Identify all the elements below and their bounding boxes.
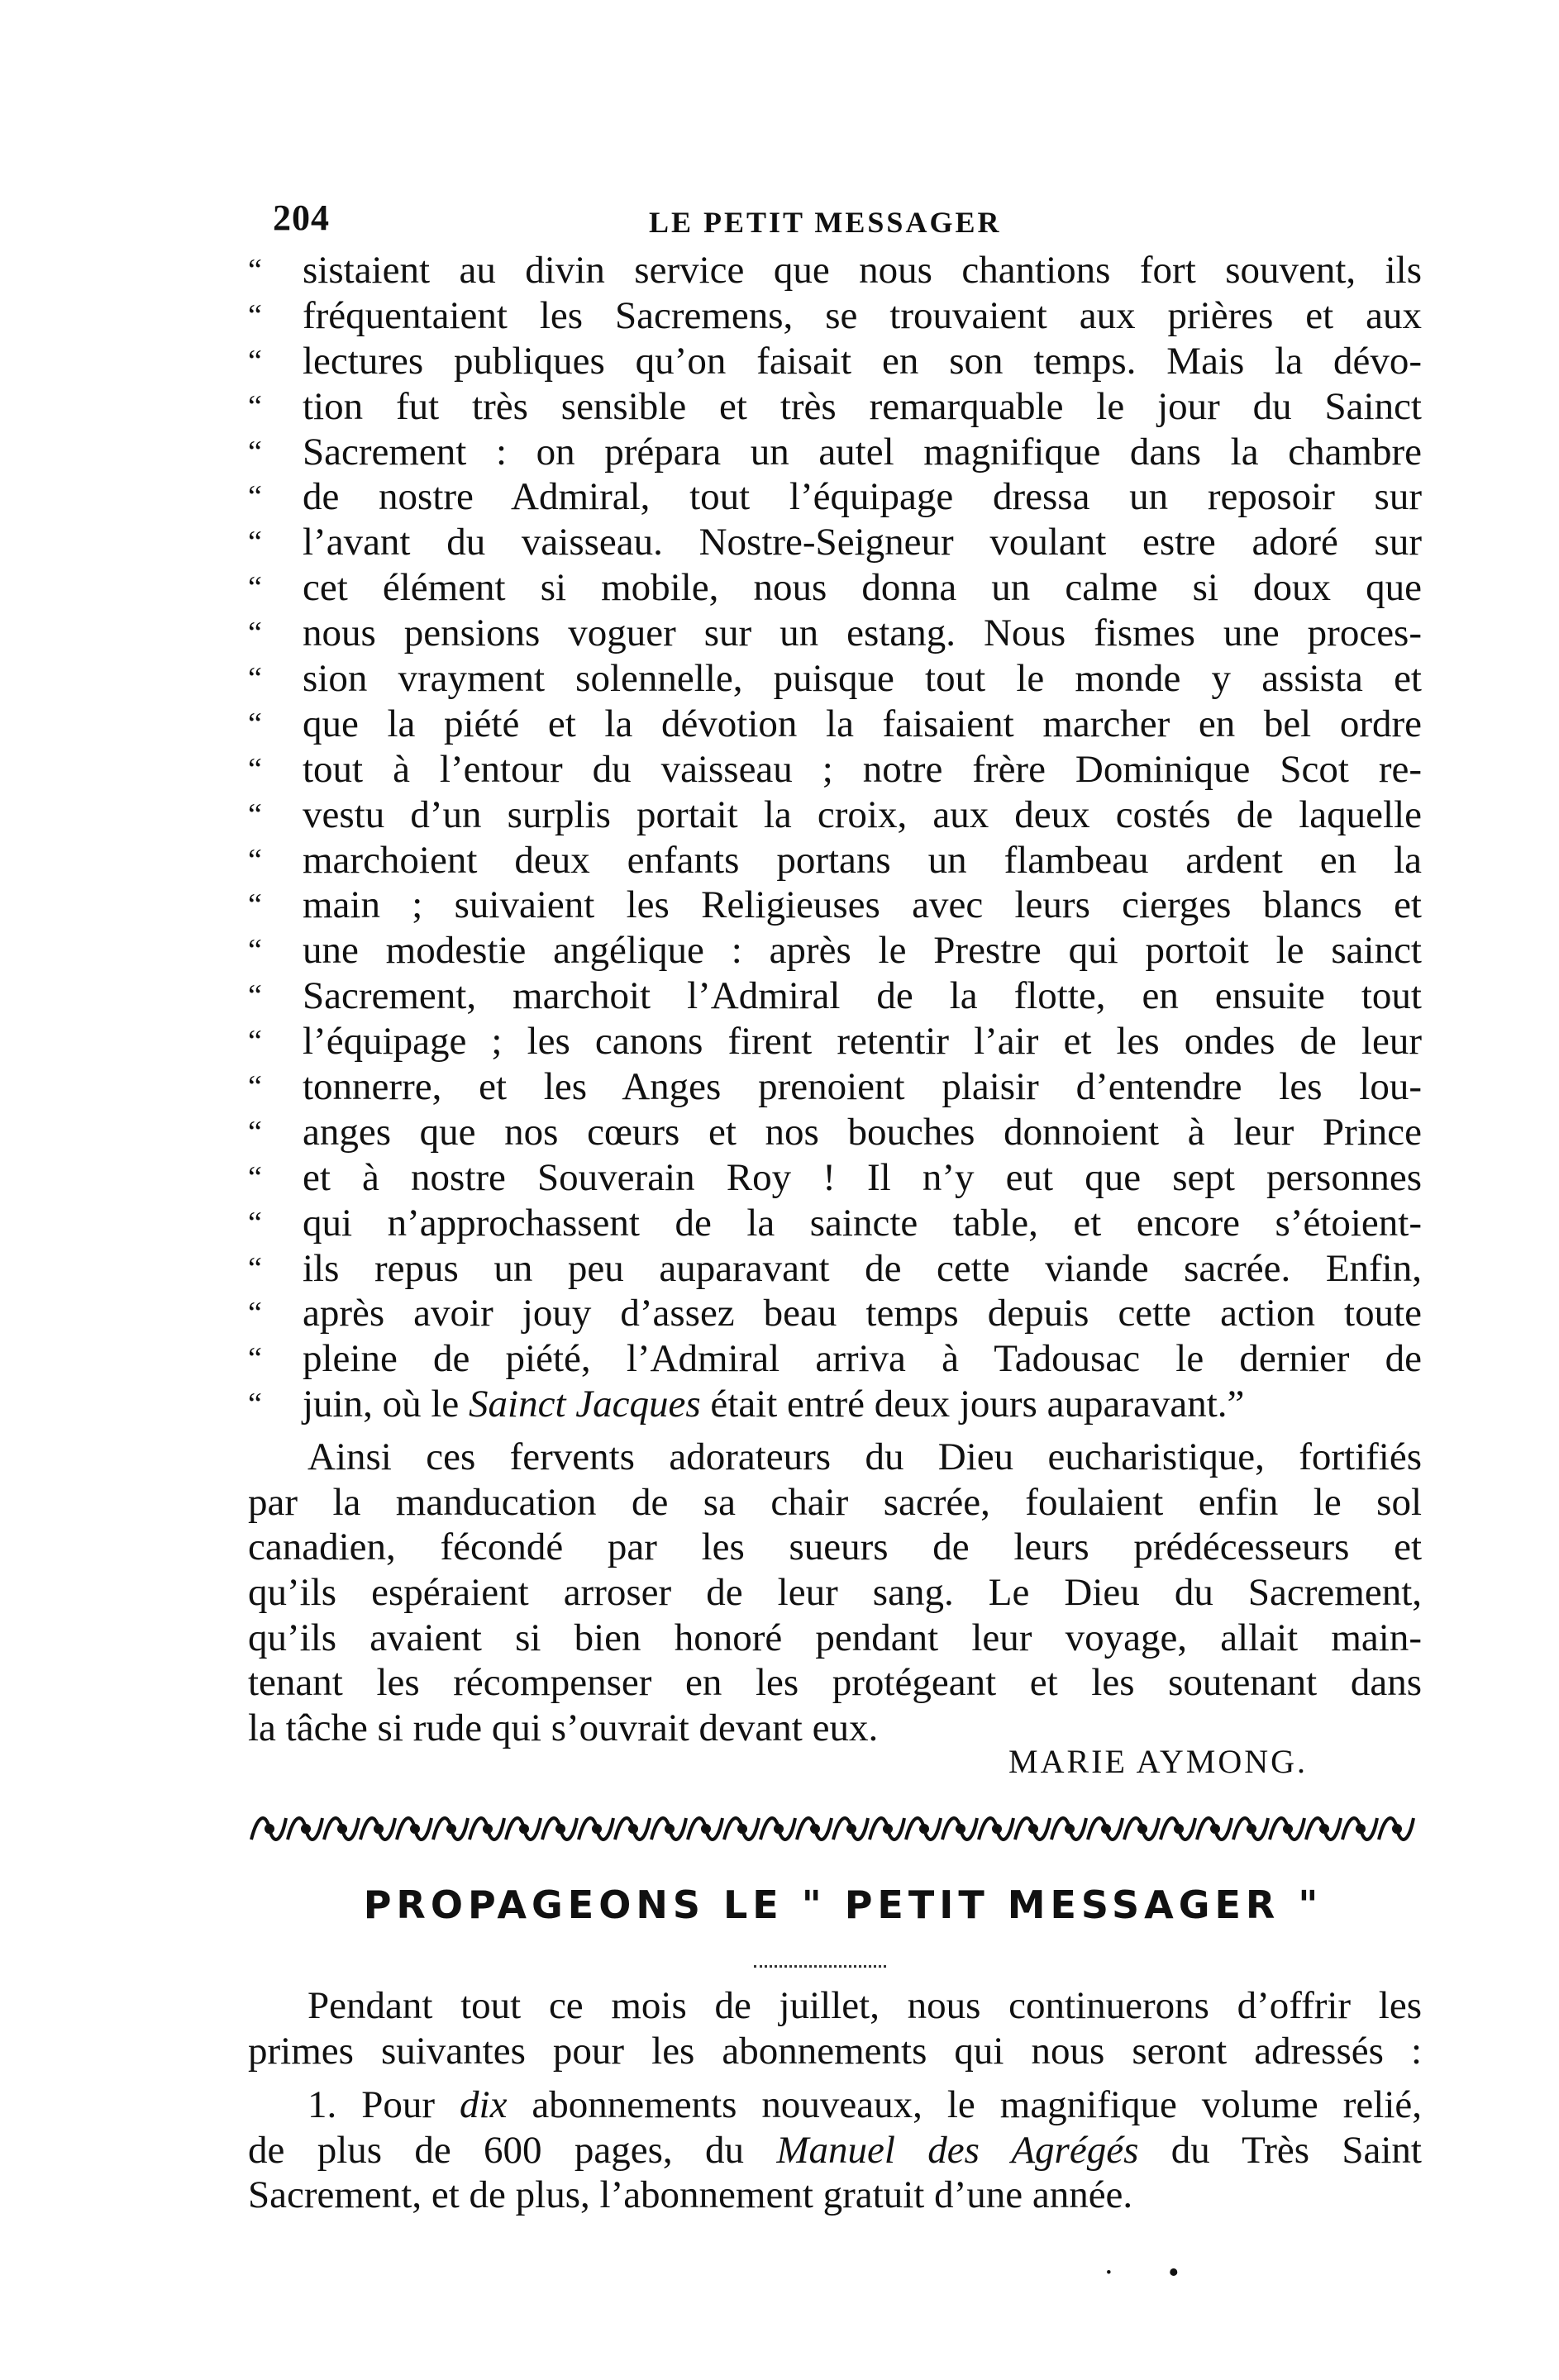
quoted-passage — [248, 248, 1422, 1427]
quote-line — [248, 1246, 1422, 1292]
quote-mark: “ — [248, 616, 262, 651]
author-signature: MARIE AYMONG. — [1008, 1743, 1309, 1780]
quote-line — [248, 1064, 1422, 1110]
section-title: PROPAGEONS LE " PETIT MESSAGER " — [363, 1883, 1323, 1927]
quote-mark: “ — [248, 479, 262, 515]
quote-mark: “ — [248, 1250, 262, 1286]
ornament-dot — [630, 1825, 636, 1832]
paragraph-line: Ainsi ces fervents adorateurs du Dieu eucharistique, fortifiés — [308, 1435, 1422, 1478]
quote-line — [248, 565, 1422, 611]
ornament-dot — [666, 1825, 673, 1832]
ship-name: Sainct Jacques — [469, 1383, 701, 1426]
quote-mark: “ — [248, 1205, 262, 1240]
quote-line — [248, 883, 1422, 928]
ornament-dot — [484, 1825, 491, 1832]
quote-line-text: vestu d’un surplis portait la croix, aux deux costés de laquelle — [303, 793, 1422, 836]
paragraph-line: la tâche si rude qui s’ouvrait devant eux. — [248, 1706, 879, 1750]
paragraph-line: par la manducation de sa chair sacrée, foulaient enfin le sol — [248, 1480, 1422, 1524]
running-title: LE PETIT MESSAGER — [649, 206, 1002, 239]
ornament-dot — [1394, 1825, 1400, 1832]
quote-mark: “ — [248, 525, 262, 560]
quote-line — [248, 1201, 1422, 1246]
ornament-dot — [1357, 1825, 1364, 1832]
ornament-dot — [1321, 1825, 1328, 1832]
paragraph-line: primes suivantes pour les abonnements qui nous seront adressés : — [248, 2029, 1422, 2073]
page-number: 204 — [273, 198, 330, 238]
ornament-dot — [703, 1825, 709, 1832]
ornament-dot — [521, 1825, 527, 1832]
quote-line — [248, 474, 1422, 520]
quote-line-text: Sacrement : on prépara un autel magnifique dans la chambre — [303, 430, 1422, 474]
quote-mark: “ — [248, 298, 262, 333]
quote-line-text: tout à l’entour du vaisseau ; notre frère Dominique Scot re- — [303, 747, 1422, 791]
prime-line-3: Sacrement, et de plus, l’abonnement gratuit d’une année. — [248, 2173, 1133, 2217]
quote-line — [248, 793, 1422, 838]
quote-line — [248, 702, 1422, 747]
quote-line-text: pleine de piété, l’Admiral arriva à Tadousac le dernier de — [303, 1337, 1422, 1381]
quote-line-text: sistaient au divin service que nous chantions fort souvent, ils — [303, 249, 1422, 292]
ornament-dot — [1103, 1825, 1109, 1832]
ornament-dot — [848, 1825, 855, 1832]
paragraph-line: tenant les récompenser en les protégeant et les soutenant dans — [248, 1661, 1422, 1705]
ornament-dot — [1285, 1825, 1291, 1832]
ornament-dot — [303, 1825, 309, 1832]
ornament-dot — [412, 1825, 418, 1832]
ornament-dot — [739, 1825, 746, 1832]
quote-line — [248, 1155, 1422, 1201]
section-intro — [248, 1983, 1422, 2073]
ornament-dot — [1212, 1825, 1218, 1832]
quote-line — [248, 248, 1422, 293]
quote-mark: “ — [248, 888, 262, 923]
ornament-dot — [994, 1825, 1000, 1832]
ornament-dot — [448, 1825, 455, 1832]
quote-line-text: de nostre Admiral, tout l’équipage dressa un reposoir sur — [303, 475, 1422, 519]
ornament-dot — [266, 1825, 273, 1832]
ornament-dot — [1175, 1825, 1182, 1832]
quote-line-text: nous pensions voguer sur un estang. Nous fismes une proces- — [303, 612, 1422, 655]
page-header — [273, 197, 1430, 246]
quote-mark: “ — [248, 661, 262, 697]
ornament-dot — [375, 1825, 382, 1832]
prime-line-2: de plus de 600 pages, du Manuel des Agrégés du Très Saint — [248, 2128, 1422, 2172]
quote-mark: “ — [248, 570, 262, 606]
quote-line-text: tion fut très sensible et très remarquable le jour du Sainct — [303, 384, 1422, 428]
ornament-dot — [775, 1825, 782, 1832]
quote-line-text: l’avant du vaisseau. Nostre-Seigneur voulant estre adoré sur — [303, 521, 1422, 564]
quote-mark: “ — [248, 933, 262, 969]
quote-line — [248, 611, 1422, 656]
quote-line-text: qui n’approchassent de la saincte table, et encore s’étoient- — [303, 1201, 1422, 1245]
quote-line-text: tonnerre, et les Anges prenoient plaisir d’entendre les lou- — [303, 1065, 1422, 1109]
quote-line-text: lectures publiques qu’on faisait en son temps. Mais la dévo- — [303, 339, 1422, 383]
quote-line-text: après avoir jouy d’assez beau temps depuis cette action toute — [303, 1292, 1422, 1335]
quote-mark: “ — [248, 1069, 262, 1105]
quote-line — [248, 747, 1422, 793]
quote-mark: “ — [248, 1296, 262, 1331]
ornament-dot — [339, 1825, 346, 1832]
ornament-dot — [812, 1825, 818, 1832]
paragraph-line: qu’ils avaient si bien honoré pendant leur voyage, allait main- — [248, 1616, 1422, 1659]
quote-line-text: anges que nos cœurs et nos bouches donnoient à leur Prince — [303, 1110, 1422, 1154]
quote-line — [248, 656, 1422, 702]
quote-mark: “ — [248, 978, 262, 1014]
quote-mark: “ — [248, 1114, 262, 1150]
ornament-dot — [594, 1825, 600, 1832]
quote-line-text: que la piété et la dévotion la faisaient marcher en bel ordre — [303, 702, 1422, 745]
closing-paragraph — [248, 1435, 1422, 1751]
quote-mark: “ — [248, 797, 262, 832]
ornament-dot — [1066, 1825, 1073, 1832]
quote-line — [248, 973, 1422, 1019]
quote-line-text: juin, où le Sainct Jacques était entré deux jours auparavant.” — [303, 1383, 1245, 1426]
ornament-dot — [557, 1825, 564, 1832]
quote-line-text: ils repus un peu auparavant de cette viande sacrée. Enfin, — [303, 1246, 1422, 1290]
ornament-dot — [1139, 1825, 1146, 1832]
ornament-dot — [921, 1825, 927, 1832]
quote-line — [248, 838, 1422, 883]
paragraph-line: Pendant tout ce mois de juillet, nous continuerons d’offrir les — [308, 1984, 1422, 2027]
prime-item-1 — [248, 2082, 1422, 2218]
quote-line-text: marchoient deux enfants portans un flambeau ardent en la — [303, 838, 1422, 882]
paragraph-line: canadien, fécondé par les sueurs de leurs prédécesseurs et — [248, 1526, 1422, 1569]
quote-line — [248, 1110, 1422, 1155]
prime-line-1: 1. Pour dix abonnements nouveaux, le magnifique volume relié, — [308, 2083, 1422, 2126]
ornamental-divider — [248, 1808, 1422, 1849]
quote-mark: “ — [248, 706, 262, 741]
quote-line-text: Sacrement, marchoit l’Admiral de la flotte, en ensuite tout — [303, 974, 1422, 1018]
quote-mark: “ — [248, 253, 262, 288]
ornament-dot — [884, 1825, 891, 1832]
quote-line — [248, 339, 1422, 384]
paragraph-line: qu’ils espéraient arroser de leur sang. Le Dieu du Sacrement, — [248, 1571, 1422, 1615]
quote-line-text: main ; suivaient les Religieuses avec leurs cierges blancs et — [303, 883, 1422, 927]
quote-mark: “ — [248, 343, 262, 378]
quote-line-text: une modestie angélique : après le Prestre qui portoit le sainct — [303, 929, 1422, 973]
quote-line — [248, 928, 1422, 973]
quote-line-text: cet élément si mobile, nous donna un calme si doux que — [303, 566, 1422, 610]
footer-marks: · • — [1104, 2255, 1203, 2290]
quote-mark: “ — [248, 388, 262, 424]
ornament-dot — [957, 1825, 964, 1832]
ornament-dot — [1248, 1825, 1255, 1832]
quote-mark: “ — [248, 1387, 262, 1422]
quote-line — [248, 1336, 1422, 1382]
quote-line — [248, 430, 1422, 475]
quote-line — [248, 1382, 1422, 1427]
quote-line-text: sion vrayment solennelle, puisque tout le monde y assista et — [303, 657, 1422, 701]
quote-mark: “ — [248, 434, 262, 469]
quote-mark: “ — [248, 751, 262, 787]
quote-line — [248, 520, 1422, 565]
quote-mark: “ — [248, 1341, 262, 1377]
quote-line-text: fréquentaient les Sacremens, se trouvaient aux prières et aux — [303, 293, 1422, 337]
dotted-rule — [754, 1965, 886, 1968]
quote-mark: “ — [248, 1159, 262, 1195]
quote-line — [248, 1019, 1422, 1064]
quote-mark: “ — [248, 1024, 262, 1059]
quote-mark: “ — [248, 842, 262, 878]
quote-line-text: et à nostre Souverain Roy ! Il n’y eut que sept personnes — [303, 1155, 1422, 1199]
quote-line — [248, 384, 1422, 430]
quote-line-text: l’équipage ; les canons firent retentir l’air et les ondes de leur — [303, 1020, 1422, 1064]
quote-line — [248, 1291, 1422, 1336]
quote-line — [248, 293, 1422, 339]
ornament-dot — [1030, 1825, 1037, 1832]
